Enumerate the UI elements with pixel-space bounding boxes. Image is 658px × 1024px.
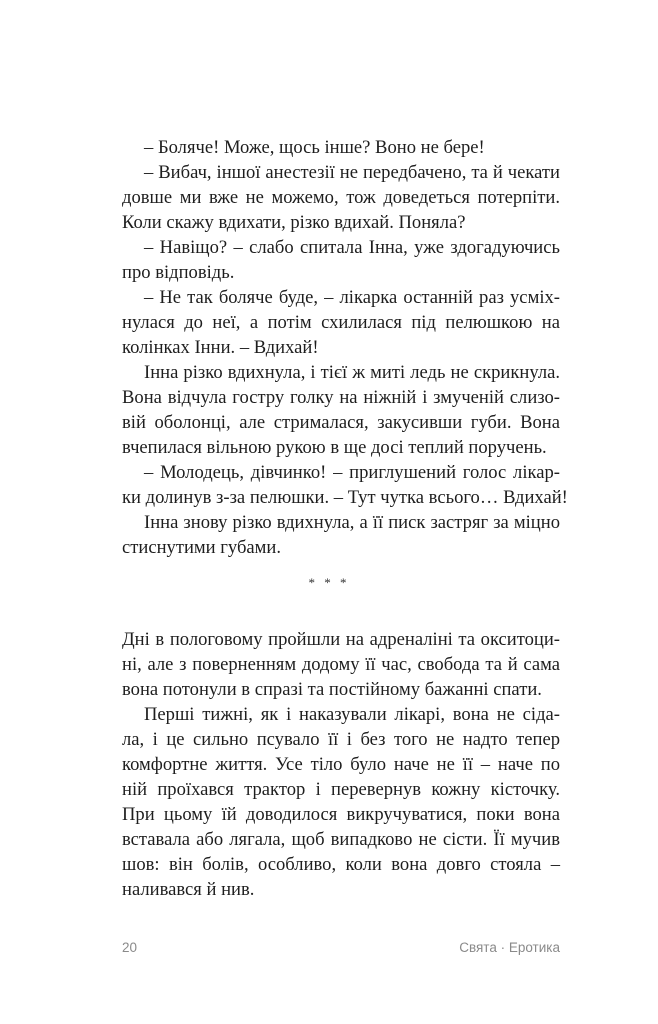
text-line: вставала або лягала, щоб випадково не сісти. Її мучив bbox=[122, 829, 560, 850]
text-line: нулася до неї, а потім схилилася під пелюшкою на bbox=[122, 312, 560, 333]
text-line: вій оболонці, але стрималася, закусивши губи. Вона bbox=[122, 412, 560, 433]
text-line: Коли скажу вдихати, різко вдихай. Поняла? bbox=[122, 212, 466, 233]
text-line: ла, і це сильно псувало її і без того не надто тепер bbox=[122, 729, 560, 750]
text-line: – Не так боляче буде, – лікарка останній раз усміх- bbox=[144, 287, 560, 308]
text-line: Інна знову різко вдихнула, а її писк застряг за міцно bbox=[144, 512, 560, 533]
text-line: шов: він болів, особливо, коли вона довго стояла – bbox=[122, 854, 560, 875]
text-line: комфортне життя. Усе тіло було наче не її – наче по bbox=[122, 754, 560, 775]
text-line: Вона відчула гостру голку на ніжній і змученій слизо- bbox=[122, 387, 560, 408]
text-line: вчепилася вільною рукою в ще досі теплий поручень. bbox=[122, 437, 547, 458]
text-line: довше ми вже не можемо, тож доведеться потерпіти. bbox=[122, 187, 560, 208]
section-separator: * * * bbox=[308, 575, 350, 590]
page-number: 20 bbox=[122, 940, 138, 955]
text-line: вона потонули в спразі та постійному бажанні спати. bbox=[122, 679, 542, 700]
text-line: – Вибач, іншої анестезії не передбачено, та й чекати bbox=[144, 162, 560, 183]
text-line: ній проїхався трактор і перевернув кожну кісточку. bbox=[122, 779, 560, 800]
text-section-1 bbox=[122, 135, 568, 560]
text-line: колінках Інни. – Вдихай! bbox=[122, 337, 319, 358]
text-line: Дні в пологовому пройшли на адреналіні та окситоци- bbox=[122, 629, 560, 650]
text-line: – Молодець, дівчинко! – приглушений голос лікар- bbox=[144, 462, 560, 483]
text-line: – Навіщо? – слабо спитала Інна, уже здогадуючись bbox=[144, 237, 560, 258]
text-line: Інна різко вдихнула, і тієї ж миті ледь не скрикнула. bbox=[144, 362, 560, 383]
text-line: – Боляче! Може, щось інше? Воно не бере! bbox=[144, 137, 485, 158]
running-title: Свята · Еротика bbox=[459, 940, 560, 955]
text-section-2 bbox=[122, 627, 560, 902]
text-line: ки долинув з-за пелюшки. – Тут чутка всього… Вдихай! bbox=[122, 487, 568, 508]
text-line: ні, але з поверненням додому її час, свобода та й сама bbox=[122, 654, 560, 675]
text-line: При цьому їй доводилося викручуватися, поки вона bbox=[122, 804, 560, 825]
text-line: стиснутими губами. bbox=[122, 537, 282, 558]
text-line: наливався й нив. bbox=[122, 879, 255, 900]
text-line: Перші тижні, як і наказували лікарі, вона не сіда- bbox=[144, 704, 560, 725]
text-line: про відповідь. bbox=[122, 262, 235, 283]
